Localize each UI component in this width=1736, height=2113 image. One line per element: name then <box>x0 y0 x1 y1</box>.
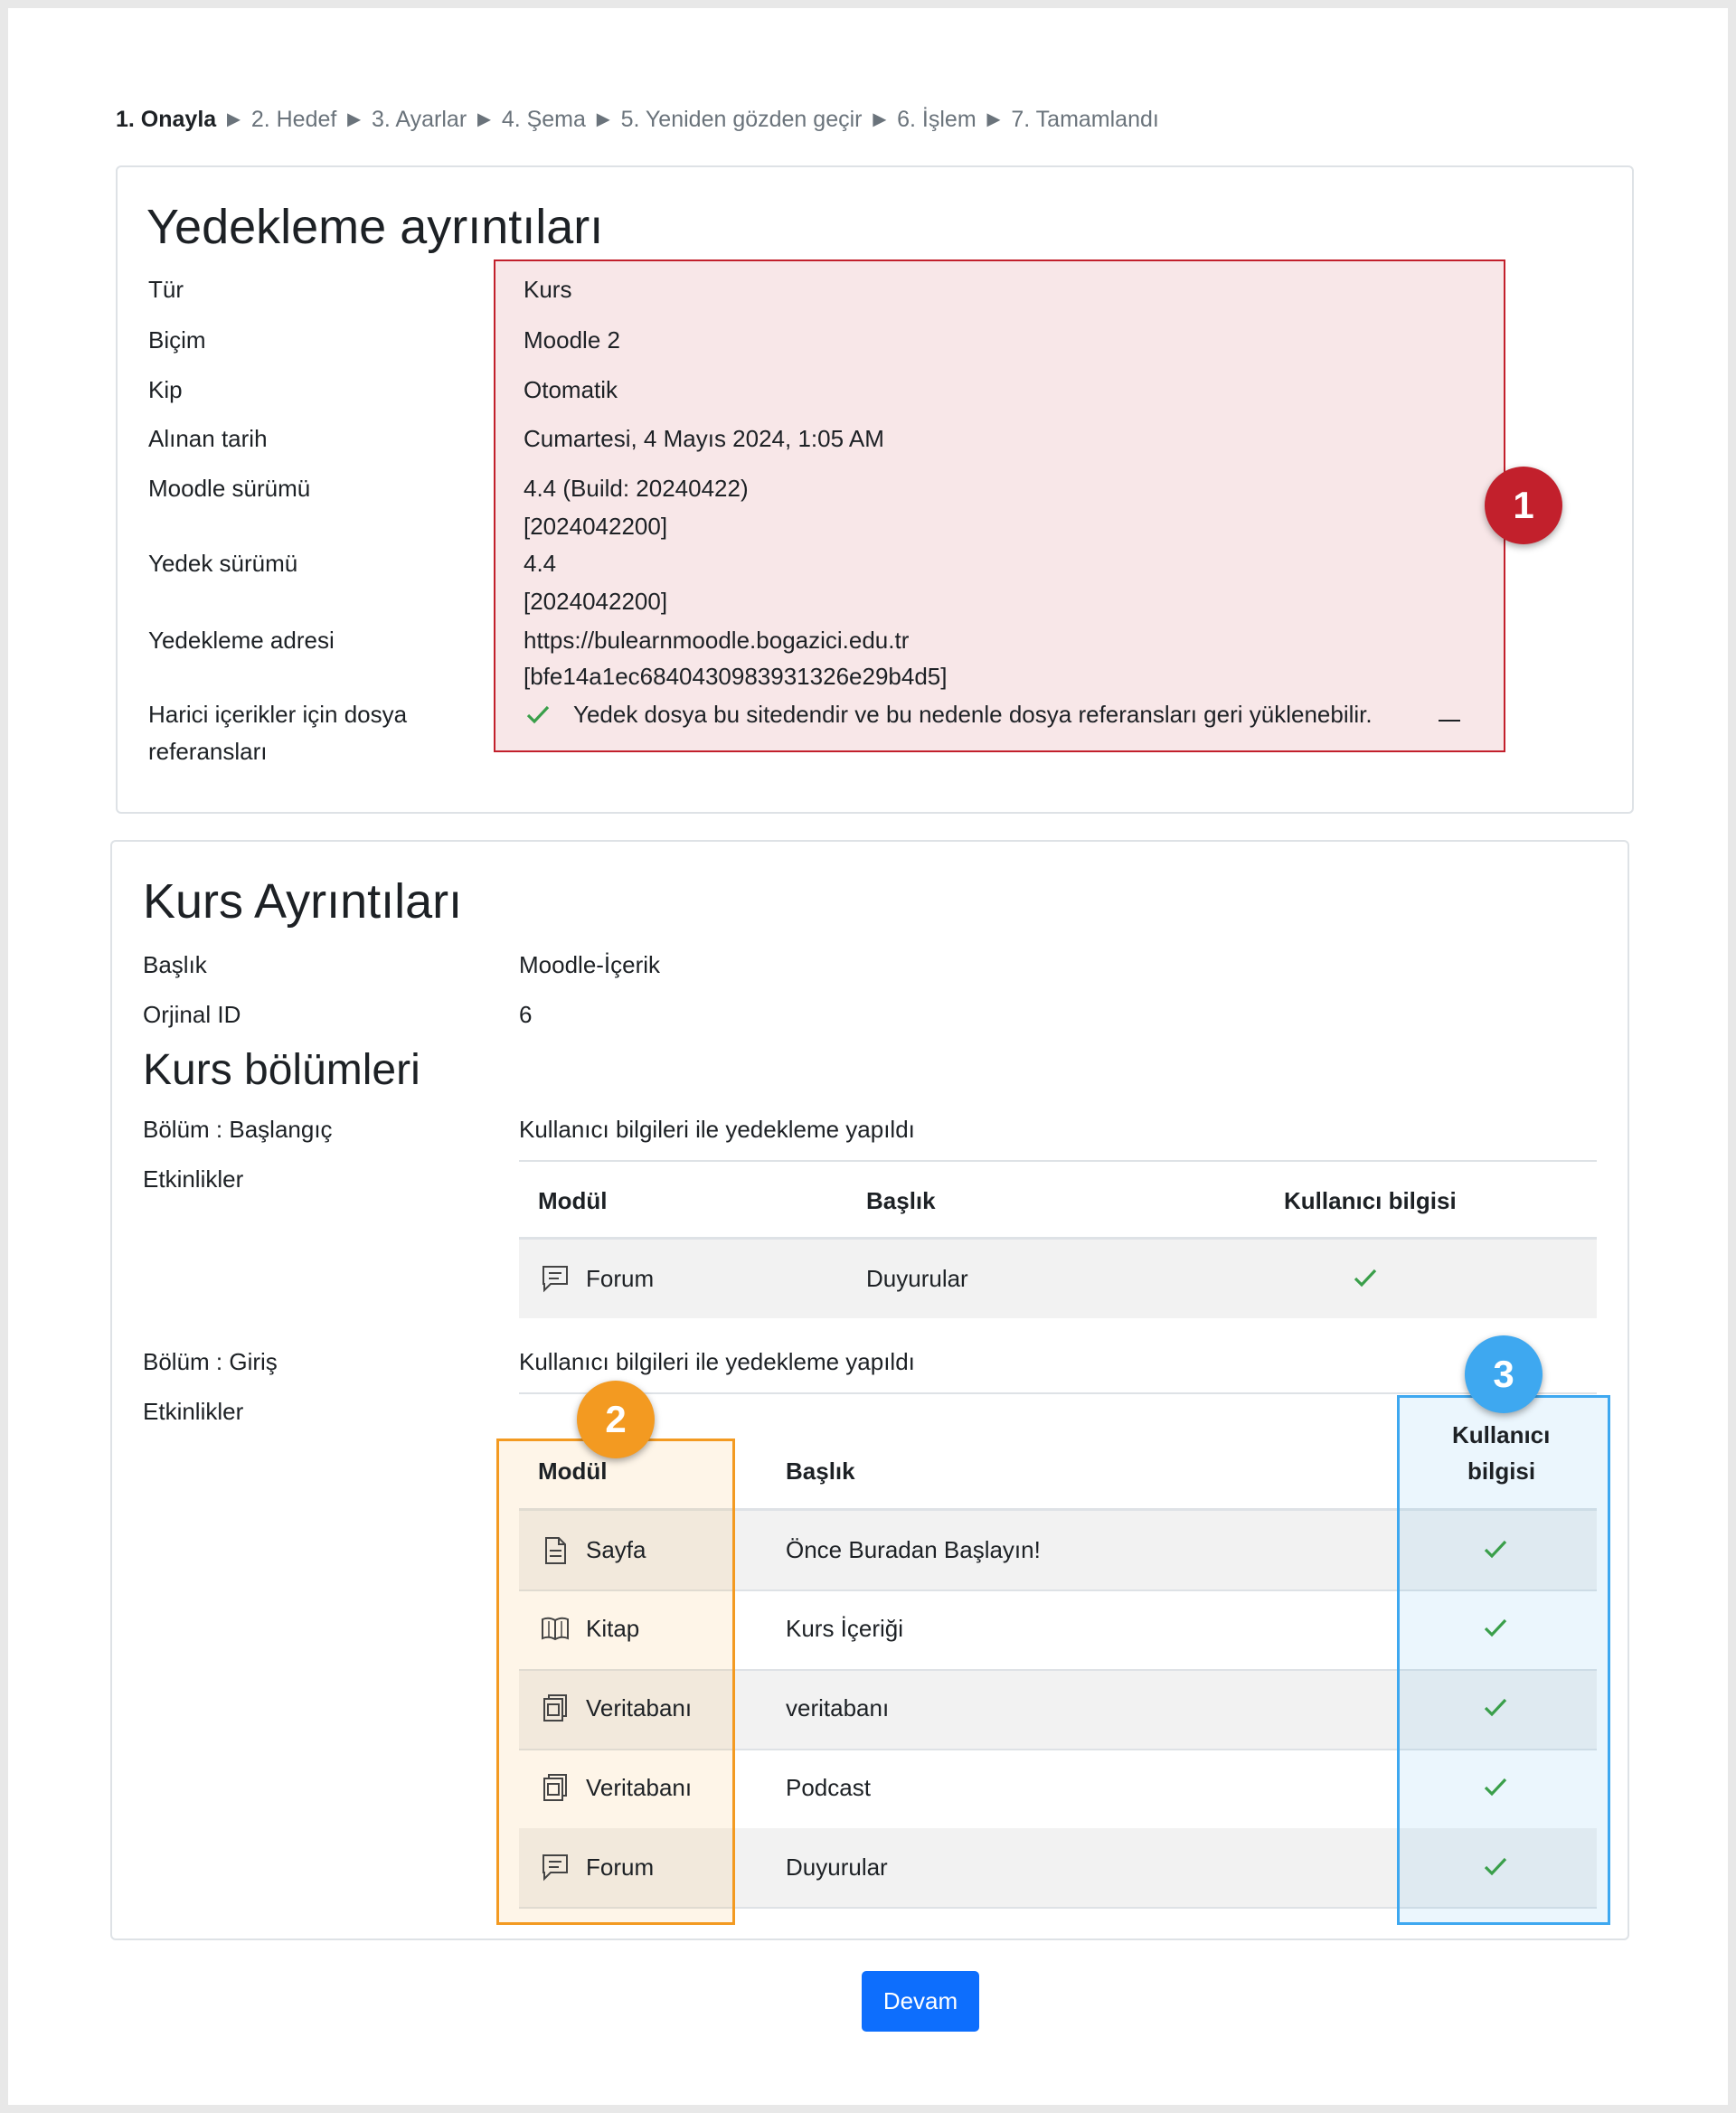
step: 4. Şema <box>501 107 586 132</box>
step: 5. Yeniden gözden geçir <box>620 107 863 132</box>
activity-title: veritabanı <box>786 1694 890 1722</box>
column-header: Modül <box>538 1457 608 1485</box>
step-separator: ► <box>868 107 892 132</box>
detail-value: [2024042200] <box>524 513 668 540</box>
activity-title: Duyurular <box>866 1265 968 1292</box>
column-header: Modül <box>538 1187 608 1214</box>
activity-title: Önce Buradan Başlayın! <box>786 1536 1041 1563</box>
check-icon <box>1484 1777 1507 1797</box>
step-separator: ► <box>222 107 245 132</box>
course-sections-title: Kurs bölümleri <box>143 1046 420 1094</box>
detail-label: Biçim <box>148 326 206 354</box>
module-name: Forum <box>586 1854 655 1881</box>
activity-title: Duyurular <box>786 1854 888 1881</box>
module-name: Veritabanı <box>586 1774 693 1801</box>
book-icon <box>540 1613 571 1644</box>
section-note: Kullanıcı bilgileri ile yedekleme yapıldı <box>519 1116 915 1143</box>
annotation-badge-1: 1 <box>1485 467 1562 544</box>
activity-title: Kurs İçeriği <box>786 1615 904 1642</box>
check-icon <box>1484 1697 1507 1717</box>
activities-label: Etkinlikler <box>143 1398 244 1425</box>
detail-value: 4.4 (Build: 20240422) <box>524 475 749 502</box>
step-separator: ► <box>473 107 495 132</box>
check-icon <box>1484 1539 1507 1559</box>
detail-label: Yedek sürümü <box>148 550 298 577</box>
step: 3. Ayarlar <box>372 107 467 132</box>
detail-value: [2024042200] <box>524 588 668 615</box>
forum-icon <box>540 1263 571 1294</box>
check-icon <box>1484 1618 1507 1637</box>
table-top-border <box>519 1392 1597 1394</box>
continue-button[interactable]: Devam <box>862 1971 979 2032</box>
detail-label: Tür <box>148 276 184 303</box>
module-name: Sayfa <box>586 1536 646 1563</box>
detail-value: Moodle 2 <box>524 326 620 354</box>
table-row <box>519 1240 1597 1318</box>
backup-details-title: Yedekleme ayrıntıları <box>146 200 604 254</box>
module-name: Forum <box>586 1265 655 1292</box>
detail-value: https://bulearnmoodle.bogazici.edu.tr <box>524 627 910 654</box>
section-note: Kullanıcı bilgileri ile yedekleme yapıldı <box>519 1348 915 1375</box>
course-label: Orjinal ID <box>143 1001 241 1028</box>
table-top-border <box>519 1160 1597 1162</box>
highlight-box-2 <box>496 1439 735 1925</box>
column-header: Kullanıcı <box>1452 1421 1551 1448</box>
detail-label: Moodle sürümü <box>148 475 311 502</box>
annotation-badge-2: 2 <box>577 1381 655 1458</box>
step-separator: ► <box>343 107 366 132</box>
course-details-title: Kurs Ayrıntıları <box>143 874 463 929</box>
detail-value: Kurs <box>524 276 572 303</box>
section-label: Bölüm : Giriş <box>143 1348 278 1375</box>
forum-icon <box>540 1852 571 1882</box>
annotation-badge-3: 3 <box>1465 1335 1543 1413</box>
step: 6. İşlem <box>897 107 976 132</box>
step: 7. Tamamlandı <box>1011 107 1159 132</box>
detail-value: Cumartesi, 4 Mayıs 2024, 1:05 AM <box>524 425 884 452</box>
module-name: Kitap <box>586 1615 640 1642</box>
page-icon <box>540 1535 571 1566</box>
database-icon <box>540 1772 571 1803</box>
detail-label: Yedekleme adresi <box>148 627 335 654</box>
course-value: Moodle-İçerik <box>519 951 661 978</box>
collapse-dash[interactable] <box>1439 720 1460 722</box>
detail-value: [bfe14a1ec6840430983931326e29b4d5] <box>524 663 948 690</box>
column-header: Başlık <box>786 1457 855 1485</box>
check-icon <box>526 704 550 724</box>
step-separator: ► <box>591 107 615 132</box>
section-label: Bölüm : Başlangıç <box>143 1116 333 1143</box>
activity-title: Podcast <box>786 1774 871 1801</box>
step-separator: ► <box>982 107 1005 132</box>
column-header: Kullanıcı bilgisi <box>1284 1187 1457 1214</box>
course-value: 6 <box>519 1001 533 1028</box>
detail-label: Kip <box>148 376 183 403</box>
column-header: Başlık <box>866 1187 936 1214</box>
detail-value: 4.4 <box>524 550 557 577</box>
check-icon <box>1354 1268 1377 1288</box>
step: 2. Hedef <box>250 107 337 132</box>
detail-label: Alınan tarih <box>148 425 268 452</box>
detail-label: Harici içerikler için dosya referansları <box>148 701 408 765</box>
check-icon <box>1484 1856 1507 1876</box>
module-name: Veritabanı <box>586 1694 693 1722</box>
step-current: 1. Onayla <box>116 107 217 132</box>
detail-value: Otomatik <box>524 376 618 403</box>
progress-stepper <box>116 107 1159 133</box>
database-icon <box>540 1693 571 1723</box>
detail-value: Yedek dosya bu sitedendir ve bu nedenle dosya referansları geri yüklenebilir. <box>573 701 1373 728</box>
column-header: bilgisi <box>1467 1457 1536 1485</box>
activities-label: Etkinlikler <box>143 1165 244 1193</box>
course-label: Başlık <box>143 951 207 978</box>
